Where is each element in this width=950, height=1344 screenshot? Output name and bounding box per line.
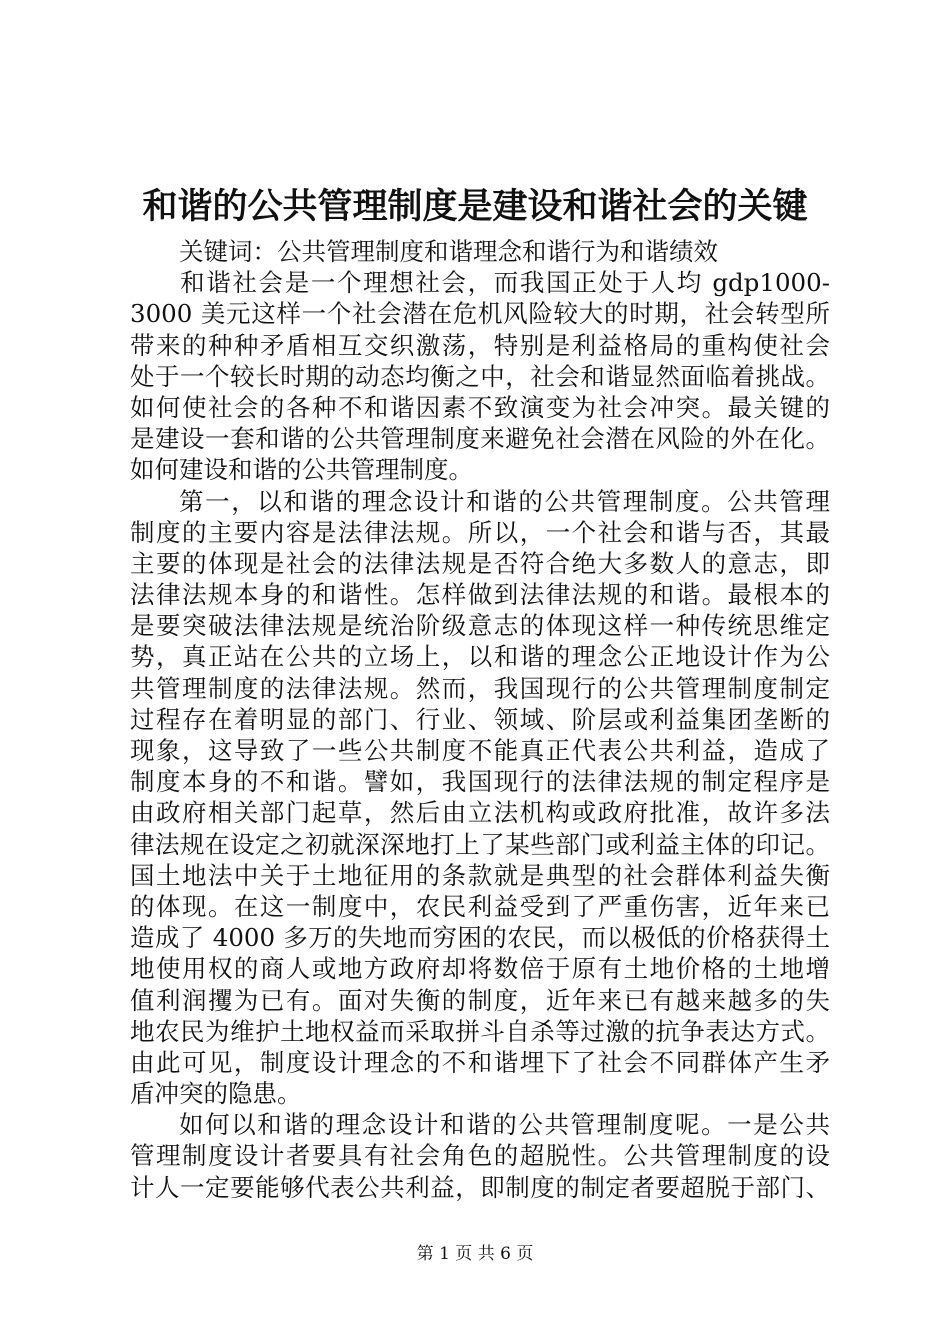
paragraph-line: 法律法规本身的和谐性。怎样做到法律法规的和谐。最根本的 bbox=[130, 580, 830, 610]
paragraph-line: 是要突破法律法规是统治阶级意志的体现这样一种传统思维定 bbox=[130, 611, 830, 641]
paragraph-line: 地农民为维护土地权益而采取拼斗自杀等过激的抗争表达方式。 bbox=[130, 1016, 830, 1046]
paragraph-line: 制度本身的不和谐。譬如，我国现行的法律法规的制定程序是 bbox=[130, 767, 830, 797]
keywords-line: 关键词：公共管理制度和谐理念和谐行为和谐绩效 bbox=[179, 237, 718, 266]
paragraph-line: 如何以和谐的理念设计和谐的公共管理制度呢。一是公共 bbox=[179, 1110, 830, 1140]
paragraph-line: 如何建设和谐的公共管理制度。 bbox=[130, 455, 473, 485]
paragraph-line: 主要的体现是社会的法律法规是否符合绝大多数人的意志，即 bbox=[130, 548, 830, 578]
paragraph-line: 由此可见，制度设计理念的不和谐埋下了社会不同群体产生矛 bbox=[130, 1047, 830, 1077]
paragraph-line: 由政府相关部门起草，然后由立法机构或政府批准，故许多法 bbox=[130, 798, 830, 828]
paragraph-line: 3000 美元这样一个社会潜在危机风险较大的时期，社会转型所 bbox=[130, 299, 830, 329]
paragraph-line: 管理制度设计者要具有社会角色的超脱性。公共管理制度的设 bbox=[130, 1141, 830, 1171]
paragraph-line: 制度的主要内容是法律法规。所以，一个社会和谐与否，其最 bbox=[130, 517, 830, 547]
paragraph-line: 盾冲突的隐患。 bbox=[130, 1079, 302, 1109]
paragraph-line: 是建设一套和谐的公共管理制度来避免社会潜在风险的外在化。 bbox=[130, 424, 830, 454]
paragraph-line: 如何使社会的各种不和谐因素不致演变为社会冲突。最关键的 bbox=[130, 392, 830, 422]
paragraph-line: 共管理制度的法律法规。然而，我国现行的公共管理制度制定 bbox=[130, 673, 830, 703]
paragraph-line: 带来的种种矛盾相互交织激荡，特别是利益格局的重构使社会 bbox=[130, 330, 830, 360]
page-footer: 第 1 页 共 6 页 bbox=[416, 1244, 534, 1264]
paragraph-line: 计人一定要能够代表公共利益，即制度的制定者要超脱于部门、 bbox=[130, 1172, 830, 1202]
paragraph-line: 处于一个较长时期的动态均衡之中，社会和谐显然面临着挑战。 bbox=[130, 361, 830, 391]
document-title: 和谐的公共管理制度是建设和谐社会的关键 bbox=[142, 186, 808, 227]
paragraph-line: 和谐社会是一个理想社会，而我国正处于人均 gdp1000- bbox=[154, 268, 830, 298]
paragraph-line: 律法规在设定之初就深深地打上了某些部门或利益主体的印记。 bbox=[130, 829, 830, 859]
paragraph-line: 国土地法中关于土地征用的条款就是典型的社会群体利益失衡 bbox=[130, 860, 830, 890]
paragraph-line: 第一，以和谐的理念设计和谐的公共管理制度。公共管理 bbox=[179, 486, 830, 516]
paragraph-line: 造成了 4000 多万的失地而穷困的农民，而以极低的价格获得土 bbox=[130, 923, 830, 953]
paragraph-line: 地使用权的商人或地方政府却将数倍于原有土地价格的土地增 bbox=[130, 954, 830, 984]
paragraph-line: 的体现。在这一制度中，农民利益受到了严重伤害，近年来已 bbox=[130, 891, 830, 921]
paragraph-line: 过程存在着明显的部门、行业、领域、阶层或利益集团垄断的 bbox=[130, 704, 830, 734]
paragraph-line: 值利润攫为已有。面对失衡的制度，近年来已有越来越多的失 bbox=[130, 985, 830, 1015]
paragraph-line: 现象，这导致了一些公共制度不能真正代表公共利益，造成了 bbox=[130, 736, 830, 765]
document-body bbox=[130, 236, 830, 1203]
paragraph-line: 势，真正站在公共的立场上，以和谐的理念公正地设计作为公 bbox=[130, 642, 830, 672]
